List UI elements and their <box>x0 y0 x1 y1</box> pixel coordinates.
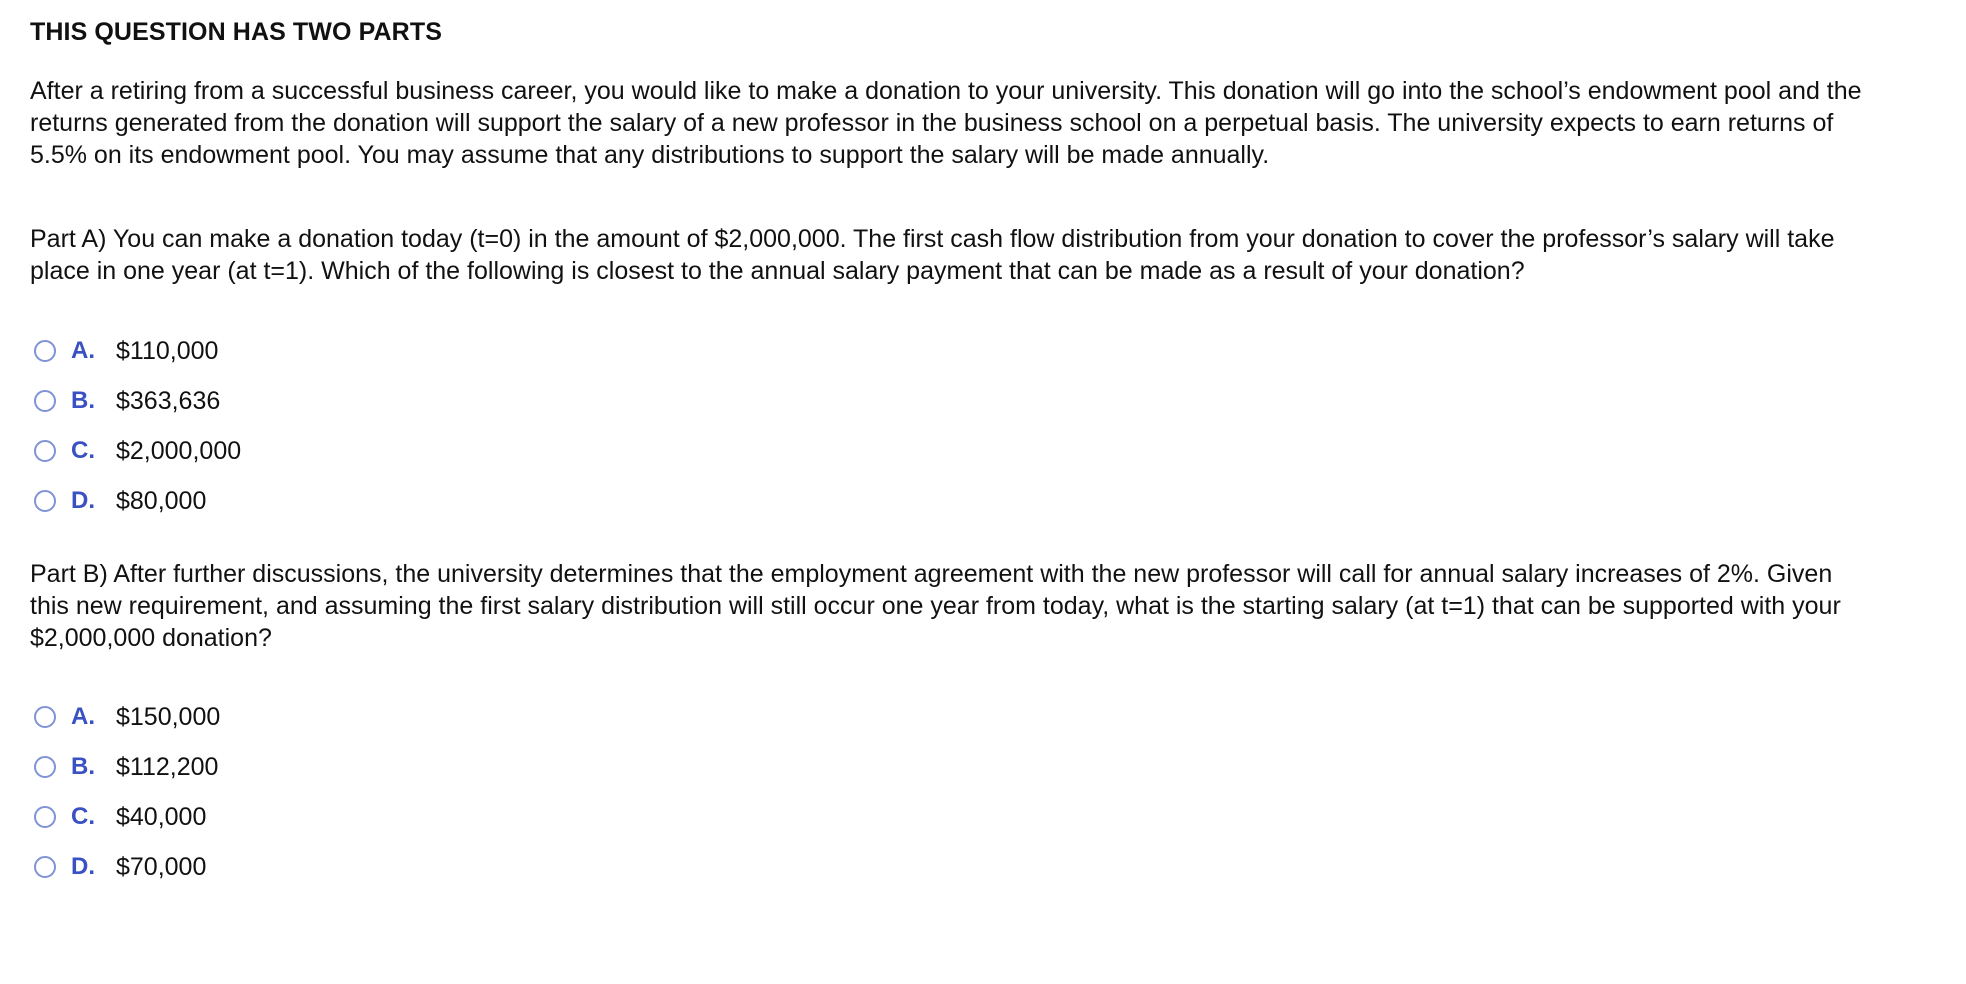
part-a-option-d[interactable] <box>30 484 206 518</box>
radio-button-icon[interactable] <box>34 756 56 778</box>
option-value: $70,000 <box>116 852 207 881</box>
intro-paragraph <box>30 75 1950 171</box>
option-value: $2,000,000 <box>116 436 242 465</box>
radio-button-icon[interactable] <box>34 856 56 878</box>
radio-button-icon[interactable] <box>34 806 56 828</box>
part-a-question <box>30 223 1950 287</box>
option-value: $150,000 <box>116 702 221 731</box>
part-a-option-b[interactable] <box>30 384 220 418</box>
part-a-option-c[interactable] <box>30 434 241 468</box>
radio-button-icon[interactable] <box>34 706 56 728</box>
part-b-question-line: $2,000,000 donation? <box>30 624 272 652</box>
option-letter: D. <box>71 853 95 880</box>
radio-button-icon[interactable] <box>34 440 56 462</box>
option-letter: B. <box>71 753 95 780</box>
intro-line: returns generated from the donation will support the salary of a new professor in the business school on a perpetual basis. The university expects to earn returns of <box>30 109 1834 137</box>
option-letter: C. <box>71 803 95 830</box>
part-b-option-a[interactable] <box>30 700 220 734</box>
option-value: $363,636 <box>116 386 221 415</box>
part-b-option-d[interactable] <box>30 850 206 884</box>
option-letter: C. <box>71 437 95 464</box>
option-letter: A. <box>71 703 95 730</box>
radio-button-icon[interactable] <box>34 340 56 362</box>
part-b-option-b[interactable] <box>30 750 218 784</box>
radio-button-icon[interactable] <box>34 390 56 412</box>
option-letter: D. <box>71 487 95 514</box>
part-a-question-line: place in one year (at t=1). Which of the following is closest to the annual salary payment that can be made as a result of your donation? <box>30 257 1525 285</box>
intro-line: After a retiring from a successful business career, you would like to make a donation to your university. This donation will go into the school’s endowment pool and the <box>30 77 1862 105</box>
option-value: $80,000 <box>116 486 207 515</box>
question-heading: THIS QUESTION HAS TWO PARTS <box>30 18 442 46</box>
option-value: $110,000 <box>116 336 219 365</box>
part-b-option-c[interactable] <box>30 800 206 834</box>
part-b-question <box>30 558 1950 654</box>
intro-line: 5.5% on its endowment pool. You may assume that any distributions to support the salary will be made annually. <box>30 141 1270 169</box>
part-b-question-line: this new requirement, and assuming the first salary distribution will still occur one year from today, what is the starting salary (at t=1) that can be supported with your <box>30 592 1841 620</box>
part-a-option-a[interactable] <box>30 334 218 368</box>
part-b-question-line: Part B) After further discussions, the university determines that the employment agreement with the new professor will call for annual salary increases of 2%. Given <box>30 560 1833 588</box>
option-value: $112,200 <box>116 752 219 781</box>
part-a-question-line: Part A) You can make a donation today (t=0) in the amount of $2,000,000. The first cash flow distribution from your donation to cover the professor’s salary will take <box>30 225 1835 253</box>
option-letter: A. <box>71 337 95 364</box>
option-letter: B. <box>71 387 95 414</box>
option-value: $40,000 <box>116 802 207 831</box>
radio-button-icon[interactable] <box>34 490 56 512</box>
